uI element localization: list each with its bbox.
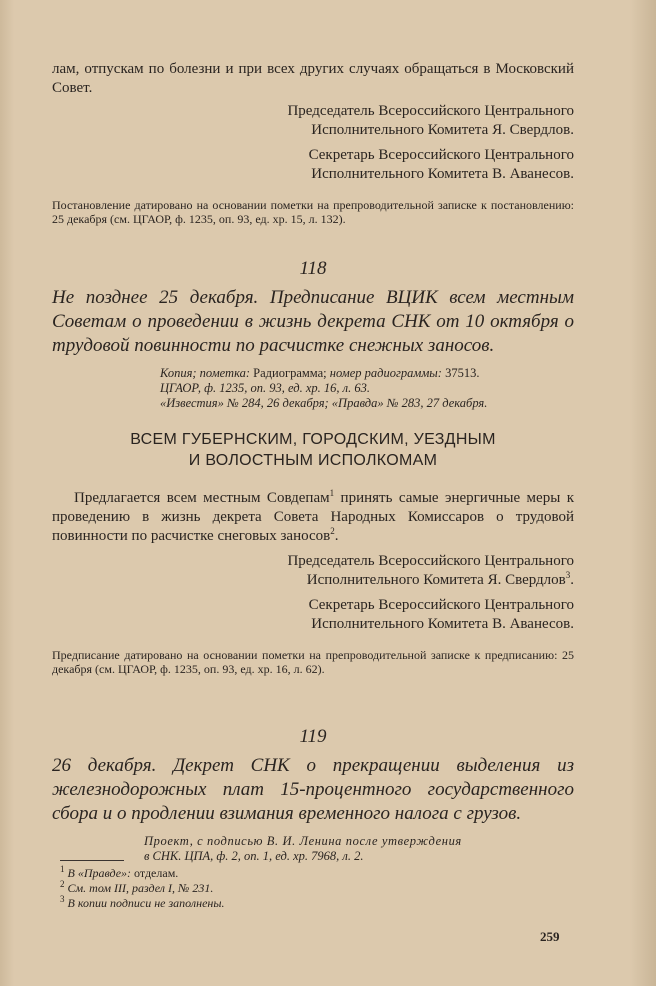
footnote-number: 2: [60, 879, 65, 889]
footnotes: [60, 866, 560, 911]
document-body: [52, 489, 574, 546]
signature-chairman: [52, 102, 574, 140]
document-number: 118: [299, 258, 327, 279]
signature-line: Исполнительного Комитета В. Аванесов.: [311, 616, 574, 632]
footnote-ref: 2: [330, 526, 335, 536]
addressee-line: И ВОЛОСТНЫМ ИСПОЛКОМАМ: [188, 452, 438, 469]
source-line: в СНК. ЦПА, ф. 2, оп. 1, ед. хр. 7968, л. 2.: [144, 849, 364, 863]
signature-secretary: [52, 596, 574, 634]
source-reference: [52, 366, 574, 411]
footnote-ref: 3: [565, 570, 571, 580]
footnote-text: См. том III, раздел I, № 231.: [67, 881, 214, 895]
source-text: Копия; пометка:: [160, 366, 251, 380]
footnote-text: В копии подписи не заполнены.: [67, 896, 225, 910]
footnote-number: 1: [60, 864, 65, 874]
footnote: [60, 866, 560, 881]
signature-chairman: [52, 552, 574, 590]
addressee: [52, 429, 574, 471]
body-text: .: [334, 528, 339, 544]
addressee-line: ВСЕМ ГУБЕРНСКИМ, ГОРОДСКИМ, УЕЗДНЫМ: [130, 431, 496, 448]
signature-line: Исполнительного Комитета Я. Свердлов.: [311, 122, 574, 138]
dating-note: Постановление датировано на основании пометки на препроводительной записке к постановлению: 25 декабря (см. ЦГАОР, ф. 1235, оп. 93, ед. хр. 15, л. 132).: [52, 198, 574, 226]
signature-line: Председатель Всероссийского Центрального: [287, 103, 574, 119]
footnote-text: отделам.: [134, 866, 179, 880]
source-line: [160, 366, 574, 381]
source-text: 37513.: [445, 366, 480, 380]
document-heading: Не позднее 25 декабря. Предписание ВЦИК всем местным Советам о проведении в жизнь декрета СНК от 10 октября о трудовой повинности по расчистке снежных заносов.: [52, 287, 574, 356]
signature-line: Секретарь Всероссийского Центрального: [308, 597, 574, 613]
body-text: принять самые энергичные меры к проведению в жизнь декрета Совета Народных Комиссаров о трудовой повинности по расчистке снеговых заносов: [52, 490, 574, 544]
prev-document-end: [52, 60, 574, 226]
signature-line: Исполнительного Комитета В. Аванесов.: [311, 166, 574, 182]
page-number: 259: [540, 929, 560, 944]
body-text: Предлагается всем местным Совдепам: [74, 490, 330, 506]
document-119: [52, 726, 574, 864]
signature-line: Секретарь Всероссийского Центрального: [308, 147, 574, 163]
signature-text: Исполнительного Комитета Я. Свердлов: [306, 572, 566, 588]
dating-note: Предписание датировано на основании пометки на препроводительной записке к предписанию: 25 декабря (см. ЦГАОР, ф. 1235, оп. 93, ед. хр. 16, л. 62).: [52, 648, 574, 676]
signature-text: .: [570, 572, 574, 588]
footnote-ref: 1: [329, 488, 335, 498]
signature-secretary: [52, 146, 574, 184]
signature-line: [52, 571, 574, 590]
source-line: «Известия» № 284, 26 декабря; «Правда» № 283, 27 декабря.: [160, 396, 488, 410]
footnote-text: В «Правде»:: [67, 866, 132, 880]
source-text: Радиограмма;: [253, 366, 327, 380]
source-reference: [52, 834, 574, 864]
footnote-number: 3: [60, 894, 65, 904]
signature-line: Председатель Всероссийского Центрального: [287, 553, 574, 569]
document-118: [52, 258, 574, 676]
document-number: 119: [299, 726, 327, 747]
source-text: номер радиограммы:: [329, 366, 442, 380]
footnote-divider: [60, 860, 124, 861]
continuation-text: лам, отпускам по болезни и при всех других случаях обращаться в Московский Совет.: [52, 61, 574, 96]
source-line: Проект, с подписью В. И. Ленина после утверждения: [144, 834, 462, 848]
document-heading: 26 декабря. Декрет СНК о прекращении выделения из железнодорожных плат 15-процентного государственного сбора и о продлении взимания временного налога с грузов.: [52, 755, 574, 824]
footnote: [60, 896, 560, 911]
footnote: [60, 881, 560, 896]
source-line: ЦГАОР, ф. 1235, оп. 93, ед. хр. 16, л. 63.: [160, 381, 370, 395]
